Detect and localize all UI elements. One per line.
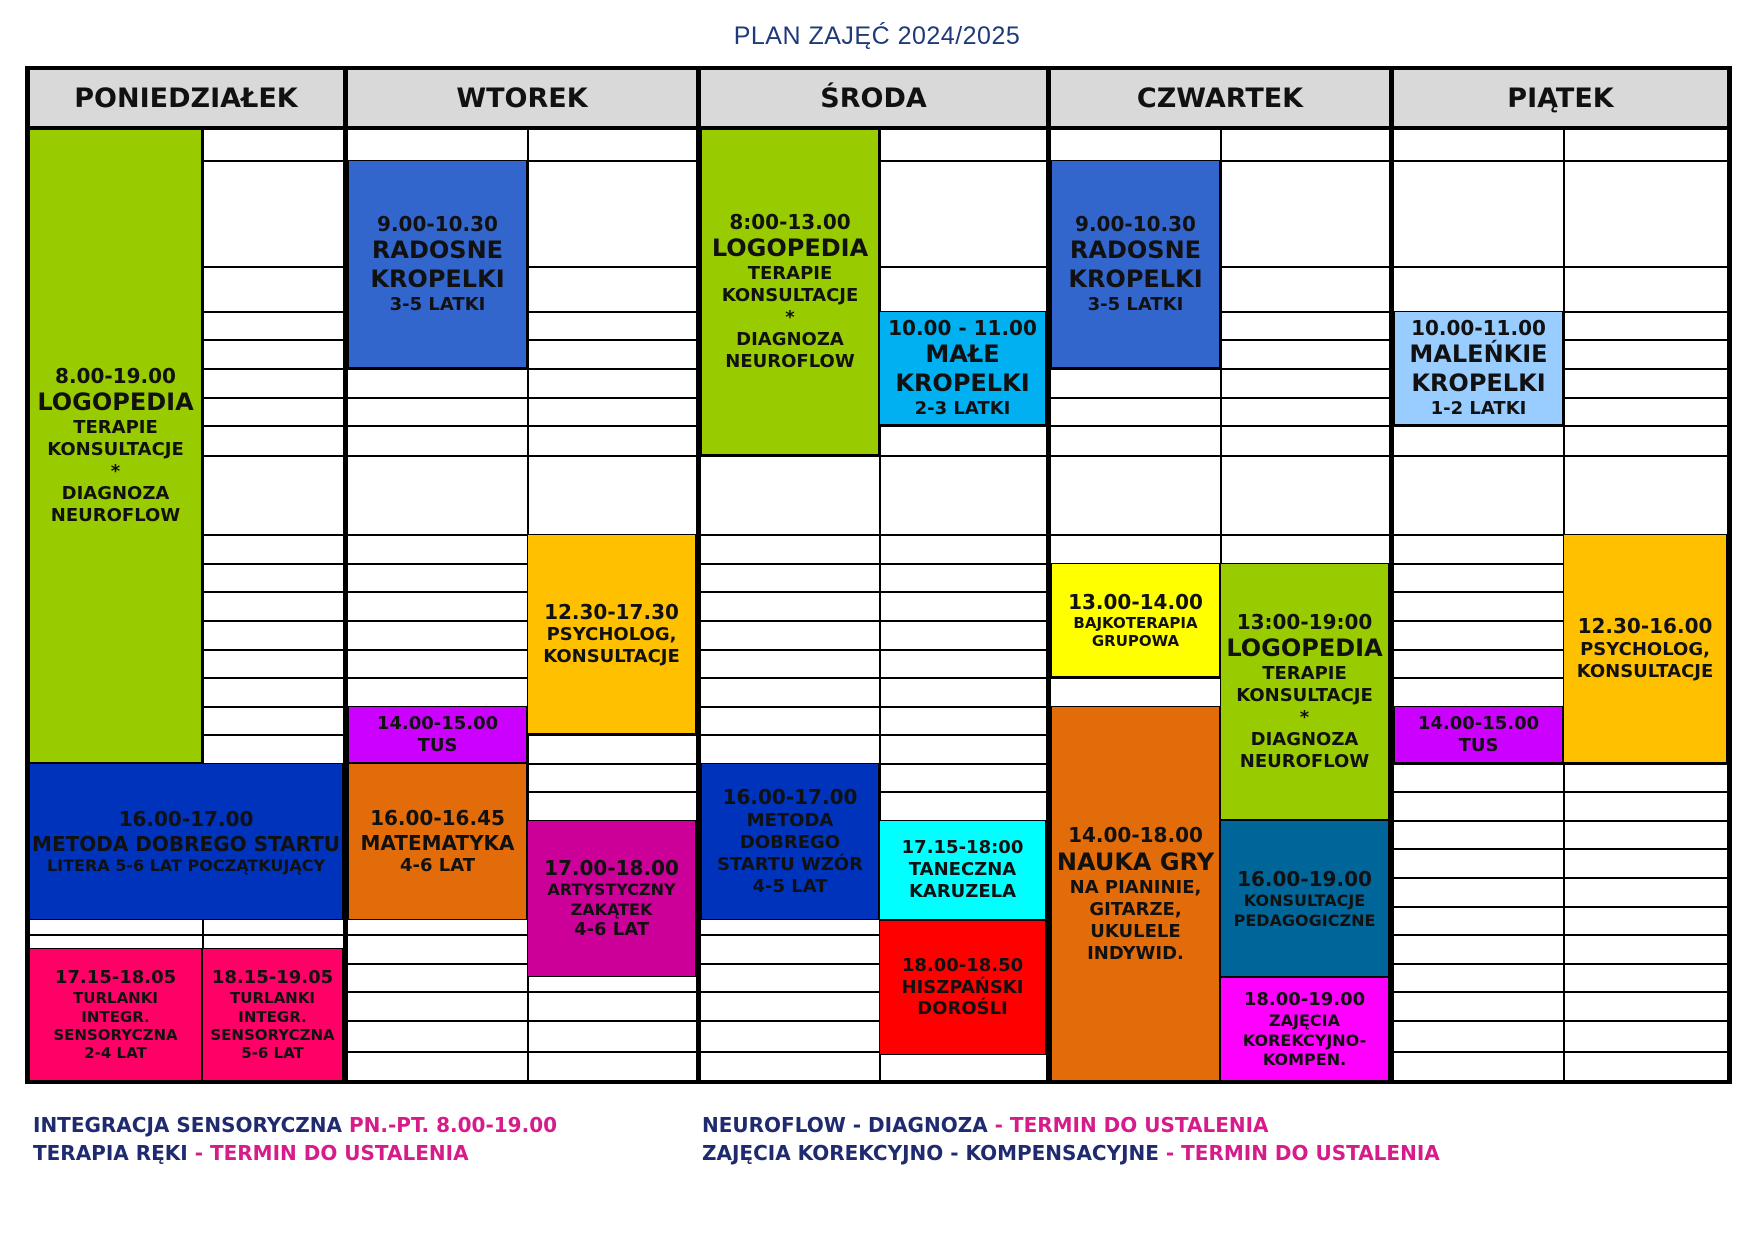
grid-row-line	[1394, 820, 1727, 822]
activity-line: 12.30-16.00	[1577, 614, 1713, 639]
activity-line: TERAPIE	[747, 263, 833, 285]
activity-line: NAUKA GRY	[1056, 847, 1215, 876]
activity-line: 13.00-14.00	[1068, 589, 1203, 614]
activity-line: 5-6 LAT	[241, 1044, 304, 1063]
activity-line: 18.00-18.50	[901, 954, 1024, 976]
activity-line: 14.00-15.00	[1417, 712, 1540, 734]
grid-row-line	[29, 934, 343, 936]
activity-line: 2-4 LAT	[84, 1044, 147, 1063]
frame-day-separator	[343, 66, 348, 1084]
frame-day-separator	[1046, 66, 1051, 1084]
activity-line: DIAGNOZA	[736, 329, 844, 351]
activity-thu-radosne	[1051, 160, 1220, 368]
activity-thu-nauka	[1051, 706, 1220, 1082]
activity-line: GRUPOWA	[1091, 632, 1180, 651]
activity-wed-male	[879, 311, 1046, 425]
activity-thu-bajkoterapia	[1051, 563, 1220, 677]
activity-line: LOGOPEDIA	[37, 388, 194, 417]
activity-line: *	[785, 307, 795, 329]
activity-line: KONSULTACJE	[1576, 660, 1714, 682]
activity-line: TUS	[417, 734, 458, 756]
activity-line: 16.00-17.00	[118, 807, 254, 832]
activity-line: 14.00-18.00	[1068, 823, 1203, 848]
activity-mon-turlanki-1	[29, 948, 202, 1082]
activity-line: DIAGNOZA	[1250, 729, 1359, 751]
footer-note-neuroflow: NEUROFLOW - DIAGNOZA - TERMIN DO USTALENIA	[702, 1113, 1269, 1137]
activity-thu-konsultacje	[1220, 820, 1389, 977]
activity-fri-psycholog	[1563, 534, 1727, 763]
grid-row-line	[348, 1020, 696, 1022]
activity-line: TUS	[1458, 734, 1499, 756]
frame-day-separator	[25, 66, 30, 1084]
activity-line: PSYCHOLOG,	[546, 624, 677, 646]
activity-line: PSYCHOLOG,	[1580, 638, 1710, 660]
activity-line: NA PIANINIE,	[1069, 876, 1202, 898]
activity-line: 18.15-19.05	[211, 967, 334, 989]
grid-row-line	[701, 620, 1046, 622]
activity-line: 8:00-13.00	[729, 209, 851, 234]
day-header-friday: PIĄTEK	[1394, 70, 1727, 126]
activity-line: 13:00-19:00	[1236, 609, 1373, 634]
activity-line: LOGOPEDIA	[711, 234, 869, 263]
activity-line: HISZPAŃSKI	[901, 976, 1024, 998]
activity-line: METODA DOBREGO STARTU	[32, 831, 340, 856]
activity-line: LOGOPEDIA	[1226, 634, 1383, 663]
activity-line: 12.30-17.30	[544, 599, 679, 624]
activity-wed-hiszpanski	[879, 920, 1046, 1055]
grid-row-line	[1394, 160, 1727, 162]
grid-row-line	[1394, 877, 1727, 879]
activity-wed-logopedia	[701, 128, 879, 455]
day-header-tuesday: WTOREK	[348, 70, 696, 126]
activity-line: RADOSNE	[371, 235, 504, 264]
activity-line: KROPELKI	[1068, 265, 1203, 294]
frame-day-separator	[1389, 66, 1394, 1084]
activity-line: MALEŃKIE	[1409, 339, 1548, 368]
activity-line: KONSULTACJE	[721, 285, 859, 307]
activity-line: PEDAGOGICZNE	[1233, 910, 1376, 930]
frame-header-bottom	[25, 126, 1731, 130]
activity-line: 4-6 LAT	[573, 919, 650, 941]
activity-line: MATEMATYKA	[360, 830, 515, 855]
grid-row-line	[1394, 1020, 1727, 1022]
activity-line: NEUROFLOW	[725, 351, 855, 373]
activity-line: ZAKĄTEK	[570, 899, 653, 919]
grid-row-line	[701, 455, 1046, 457]
activity-line: SENSORYCZNA	[53, 1025, 178, 1044]
grid-row-line	[701, 534, 1046, 536]
activity-line: KONSULTACJE	[1243, 891, 1366, 911]
activity-thu-logopedia	[1220, 563, 1389, 820]
activity-line: ARTYSTYCZNY	[547, 880, 676, 900]
activity-line: STARTU WZÓR	[716, 853, 864, 875]
activity-mon-logopedia	[29, 128, 202, 763]
activity-line: 2-3 LATKI	[914, 398, 1011, 420]
page-title: PLAN ZAJĘĆ 2024/2025	[733, 22, 1021, 50]
grid-row-line	[1394, 763, 1727, 765]
activity-line: 3-5 LATKI	[389, 294, 486, 316]
activity-fri-malenkie	[1394, 311, 1563, 425]
activity-tue-tus	[348, 706, 527, 763]
day-header-wednesday: ŚRODA	[701, 70, 1046, 126]
activity-line: KONSULTACJE	[1236, 685, 1373, 707]
activity-line: TANECZNA	[908, 859, 1017, 881]
activity-line: KROPELKI	[1411, 369, 1546, 398]
grid-row-line	[1394, 963, 1727, 965]
grid-row-line	[1394, 906, 1727, 908]
activity-wed-metoda	[701, 763, 879, 920]
activity-tue-artystyczny	[527, 820, 696, 977]
grid-row-line	[348, 425, 696, 427]
activity-line: 9.00-10.30	[1075, 211, 1196, 236]
activity-mon-metoda	[29, 763, 343, 920]
activity-line: METODA	[746, 809, 834, 831]
activity-line: UKULELE	[1090, 920, 1181, 942]
frame-day-separator	[696, 66, 701, 1084]
footer-note-integracja: INTEGRACJA SENSORYCZNA PN.-PT. 8.00-19.00	[33, 1113, 558, 1137]
activity-line: 10.00 - 11.00	[888, 315, 1037, 340]
grid-row-line	[701, 591, 1046, 593]
activity-line: 17.15-18.05	[54, 967, 177, 989]
activity-line: LITERA 5-6 LAT POCZĄTKUJĄCY	[46, 856, 326, 876]
grid-row-line	[348, 1051, 696, 1053]
activity-line: ZAJĘCIA	[1269, 1011, 1340, 1031]
activity-line: 16.00-16.45	[370, 806, 505, 831]
grid-row-line	[1394, 455, 1727, 457]
grid-row-line	[1394, 791, 1727, 793]
activity-line: INTEGR.	[238, 1007, 307, 1026]
activity-line: KOREKCYJNO-	[1242, 1030, 1367, 1050]
activity-line: *	[110, 461, 121, 483]
activity-line: NEUROFLOW	[50, 505, 181, 527]
grid-col-line	[202, 128, 204, 1082]
grid-row-line	[701, 734, 1046, 736]
activity-wed-taneczna	[879, 820, 1046, 920]
activity-line: RADOSNE	[1069, 235, 1202, 264]
activity-line: KROPELKI	[895, 369, 1030, 398]
footer-note-korekcyjno: ZAJĘCIA KOREKCYJNO - KOMPENSACYJNE - TERMIN DO USTALENIA	[702, 1141, 1440, 1165]
grid-row-line	[348, 991, 696, 993]
activity-line: 1-2 LATKI	[1430, 398, 1527, 420]
grid-row-line	[1394, 425, 1727, 427]
activity-line: *	[1299, 707, 1310, 729]
activity-line: INTEGR.	[81, 1007, 150, 1026]
activity-line: BAJKOTERAPIA	[1073, 613, 1198, 632]
activity-line: KOMPEN.	[1262, 1050, 1347, 1070]
activity-thu-zajecia	[1220, 977, 1389, 1082]
grid-row-line	[348, 368, 696, 370]
activity-line: SENSORYCZNA	[210, 1025, 335, 1044]
grid-row-line	[1394, 1051, 1727, 1053]
activity-line: KONSULTACJE	[47, 439, 184, 461]
frame-top	[25, 66, 1731, 70]
day-header-thursday: CZWARTEK	[1051, 70, 1389, 126]
activity-line: 14.00-15.00	[376, 712, 499, 734]
activity-line: 8.00-19.00	[55, 363, 176, 388]
grid-row-line	[701, 563, 1046, 565]
activity-line: 18.00-19.00	[1243, 989, 1366, 1011]
activity-line: KARUZELA	[908, 880, 1017, 902]
frame-day-separator	[1727, 66, 1732, 1084]
activity-tue-psycholog	[527, 534, 696, 734]
grid-row-line	[348, 397, 696, 399]
day-header-monday: PONIEDZIAŁEK	[29, 70, 343, 126]
activity-line: KONSULTACJE	[543, 646, 680, 668]
grid-row-line	[348, 455, 696, 457]
grid-row-line	[701, 649, 1046, 651]
activity-line: GITARZE,	[1089, 898, 1182, 920]
grid-row-line	[1394, 848, 1727, 850]
activity-tue-radosne	[348, 160, 527, 368]
activity-line: TERAPIE	[1262, 663, 1347, 685]
activity-line: 3-5 LATKI	[1087, 294, 1184, 316]
activity-line: DIAGNOZA	[61, 483, 170, 505]
activity-line: 17.15-18:00	[901, 837, 1024, 859]
grid-row-line	[1394, 991, 1727, 993]
activity-line: 10.00-11.00	[1411, 315, 1546, 340]
grid-row-line	[1394, 266, 1727, 268]
activity-line: TURLANKI	[73, 989, 158, 1008]
activity-line: 4-6 LAT	[399, 854, 476, 876]
activity-line: KROPELKI	[370, 265, 505, 294]
activity-line: 17.00-18.00	[544, 855, 679, 880]
activity-fri-tus	[1394, 706, 1563, 763]
activity-line: TURLANKI	[230, 989, 315, 1008]
activity-line: 16.00-17.00	[722, 785, 858, 810]
activity-line: DOBREGO	[739, 831, 841, 853]
activity-line: MAŁE	[925, 339, 1000, 368]
footer-note-terapia-reki: TERAPIA RĘKI - TERMIN DO USTALENIA	[33, 1141, 469, 1165]
activity-line: 16.00-19.00	[1237, 866, 1372, 891]
activity-mon-turlanki-2	[202, 948, 343, 1082]
activity-tue-matematyka	[348, 763, 527, 920]
grid-row-line	[701, 706, 1046, 708]
activity-line: INDYWID.	[1087, 942, 1184, 964]
grid-row-line	[701, 677, 1046, 679]
activity-line: DOROŚLI	[917, 998, 1008, 1020]
frame-bottom	[25, 1080, 1731, 1084]
activity-line: 9.00-10.30	[377, 211, 498, 236]
activity-line: 4-5 LAT	[752, 875, 828, 897]
grid-row-line	[1394, 934, 1727, 936]
activity-line: TERAPIE	[73, 417, 158, 439]
activity-line: NEUROFLOW	[1239, 751, 1370, 773]
